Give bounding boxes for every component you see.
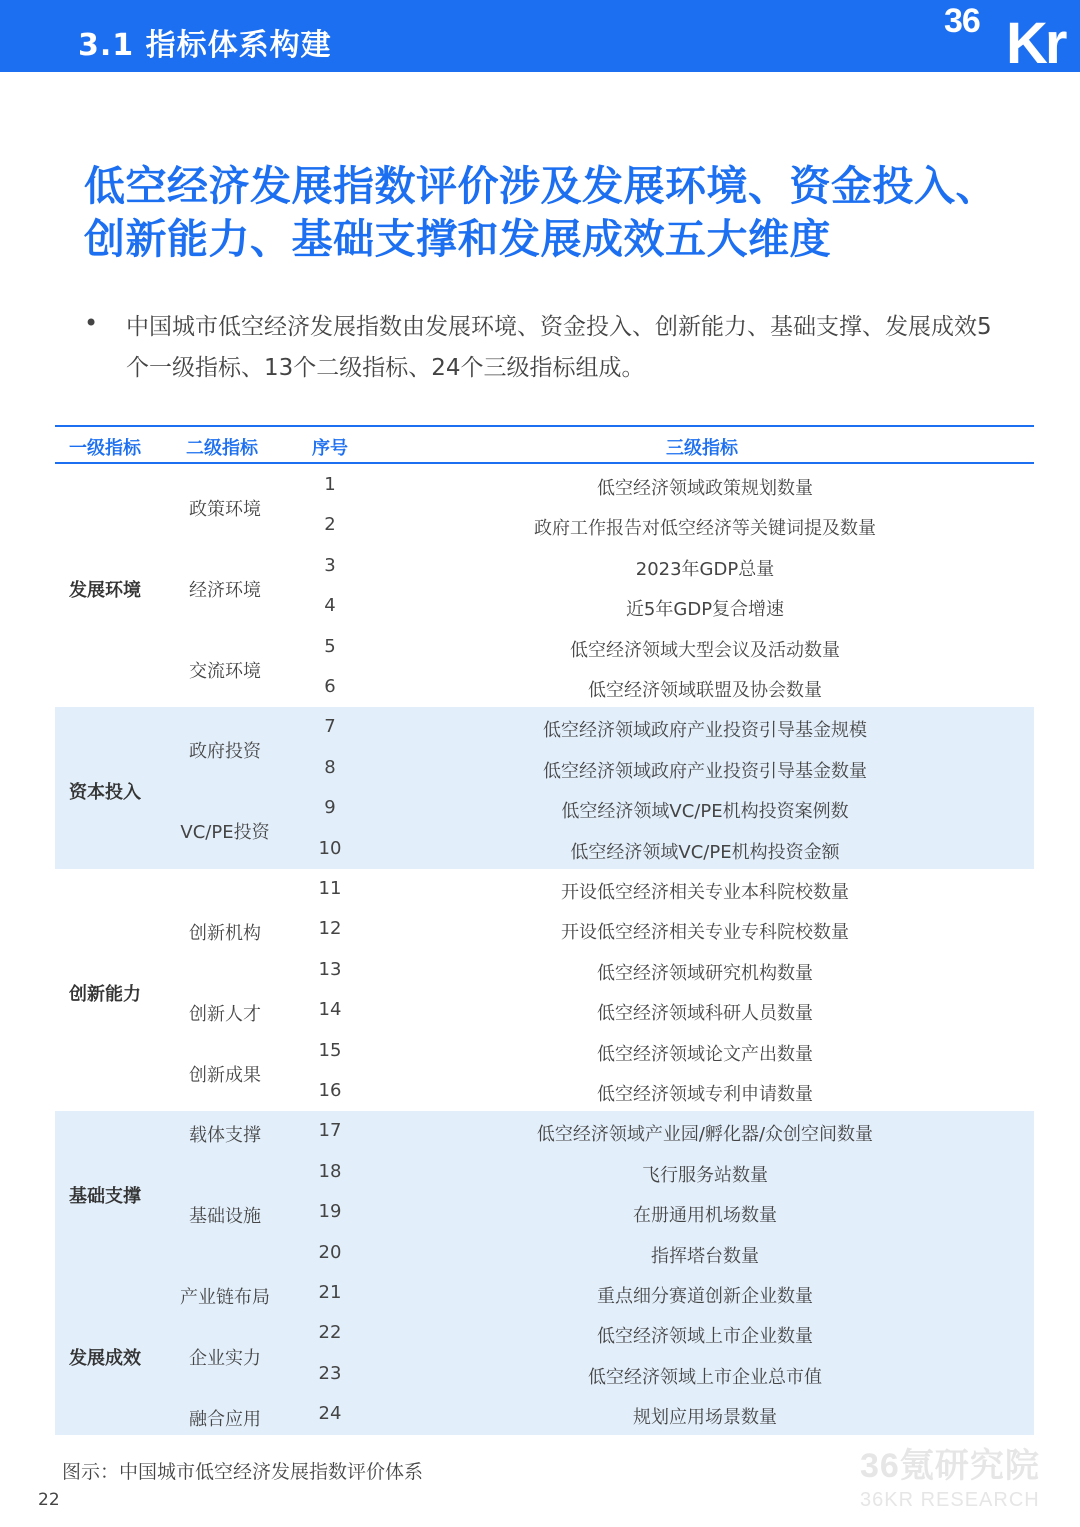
level3-indicator: 低空经济领域政府产业投资引导基金数量 xyxy=(543,760,867,782)
level3-indicator: 规划应用场景数量 xyxy=(633,1407,777,1429)
row-number: 14 xyxy=(318,999,342,1021)
level3-indicator: 低空经济领域政策规划数量 xyxy=(597,478,813,499)
row-number: 12 xyxy=(318,918,342,940)
table-row xyxy=(55,546,1034,586)
logo-36: 36 xyxy=(944,2,980,40)
table-row xyxy=(55,1394,1034,1434)
row-number: 10 xyxy=(318,837,342,859)
table-row xyxy=(55,1071,1034,1111)
level3-indicator: 2023年GDP总量 xyxy=(635,558,775,580)
col-header-level1: 一级指标 xyxy=(69,438,141,459)
level3-indicator: 重点细分赛道创新企业数量 xyxy=(597,1286,813,1307)
row-number: 20 xyxy=(318,1241,342,1263)
section-title: 3.1 指标体系构建 xyxy=(78,28,332,63)
level3-indicator: 开设低空经济相关专业专科院校数量 xyxy=(561,922,849,944)
watermark-line2: 36KR RESEARCH xyxy=(860,1489,1040,1511)
table-row xyxy=(55,829,1034,869)
level1-label: 创新能力 xyxy=(69,984,141,1005)
level3-indicator: 开设低空经济相关专业本科院校数量 xyxy=(561,882,849,903)
table-row xyxy=(55,465,1034,505)
row-number: 23 xyxy=(318,1362,342,1384)
level3-indicator: 低空经济领域论文产出数量 xyxy=(597,1043,813,1065)
row-number: 22 xyxy=(318,1322,342,1344)
row-number: 16 xyxy=(318,1080,342,1101)
level3-indicator: 低空经济领域产业园/孵化器/众创空间数量 xyxy=(536,1124,874,1146)
table-row xyxy=(55,1273,1034,1313)
table-row xyxy=(55,1233,1034,1273)
row-number: 11 xyxy=(318,878,342,899)
table-row xyxy=(55,505,1034,545)
level3-indicator: 低空经济领域研究机构数量 xyxy=(597,962,813,984)
row-number: 1 xyxy=(324,474,336,495)
col-header-level2: 二级指标 xyxy=(186,438,258,459)
row-number: 17 xyxy=(318,1120,342,1142)
36kr-logo xyxy=(944,0,1080,76)
level1-label: 发展成效 xyxy=(69,1348,141,1369)
indicator-table xyxy=(55,425,1034,1435)
table-row xyxy=(55,1313,1034,1353)
row-number: 3 xyxy=(324,554,336,576)
table-row xyxy=(55,586,1034,626)
level2-label: 企业实力 xyxy=(189,1348,261,1369)
level3-indicator: 指挥塔台数量 xyxy=(651,1245,759,1267)
level3-indicator: 在册通用机场数量 xyxy=(633,1205,777,1227)
row-number: 8 xyxy=(324,756,336,778)
level3-indicator: 低空经济领域联盟及协会数量 xyxy=(588,680,822,701)
row-number: 18 xyxy=(318,1160,342,1182)
level3-indicator: 低空经济领域专利申请数量 xyxy=(597,1084,813,1105)
table-header xyxy=(55,427,1034,464)
table-row xyxy=(55,1192,1034,1232)
table-row xyxy=(55,869,1034,909)
level2-label: 创新成果 xyxy=(189,1065,261,1086)
col-header-number: 序号 xyxy=(312,438,348,459)
table-row xyxy=(55,788,1034,828)
table-row xyxy=(55,627,1034,667)
level2-label: 载体支撑 xyxy=(189,1125,261,1146)
level1-label: 发展环境 xyxy=(69,580,141,601)
row-number: 13 xyxy=(318,958,342,980)
logo-kr: Kr xyxy=(1006,11,1065,76)
level3-indicator: 低空经济领域大型会议及活动数量 xyxy=(570,639,840,661)
level1-label: 基础支撑 xyxy=(69,1186,141,1207)
level3-indicator: 飞行服务站数量 xyxy=(642,1164,768,1186)
table-row xyxy=(55,1031,1034,1071)
row-number: 9 xyxy=(324,797,336,819)
table-row xyxy=(55,950,1034,990)
row-number: 6 xyxy=(324,676,336,697)
row-number: 21 xyxy=(318,1282,342,1303)
level3-indicator: 低空经济领域VC/PE机构投资金额 xyxy=(570,841,840,863)
row-number: 4 xyxy=(324,595,336,617)
watermark xyxy=(860,1438,1060,1512)
row-number: 19 xyxy=(318,1201,342,1223)
level2-label: 基础设施 xyxy=(189,1206,261,1227)
level2-label: 交流环境 xyxy=(189,661,261,682)
level2-label: 政府投资 xyxy=(189,741,261,762)
level3-indicator: 低空经济领域上市企业数量 xyxy=(597,1326,813,1348)
level2-label: 政策环境 xyxy=(189,499,261,520)
table-row xyxy=(55,1111,1034,1151)
figure-caption: 图示：中国城市低空经济发展指数评价体系 xyxy=(62,1461,424,1483)
table-row xyxy=(55,1354,1034,1394)
level3-indicator: 低空经济领域上市企业总市值 xyxy=(588,1366,822,1388)
table-row xyxy=(55,909,1034,949)
level3-indicator: 低空经济领域政府产业投资引导基金规模 xyxy=(543,720,867,742)
level2-label: VC/PE投资 xyxy=(180,822,270,843)
level3-indicator: 低空经济领域科研人员数量 xyxy=(597,1003,813,1025)
level2-label: 创新机构 xyxy=(189,923,261,944)
level2-label: 产业链布局 xyxy=(180,1287,270,1308)
table-row xyxy=(55,748,1034,788)
bullet-text: 中国城市低空经济发展指数由发展环境、资金投入、创新能力、基础支撑、发展成效5个一级指标、13个二级指标、24个三级指标组成。 xyxy=(126,314,992,381)
table-row xyxy=(55,707,1034,747)
level3-indicator: 政府工作报告对低空经济等关键词提及数量 xyxy=(534,518,876,540)
level2-label: 创新人才 xyxy=(189,1004,261,1025)
row-number: 5 xyxy=(324,635,336,657)
watermark-line1: 36氪研究院 xyxy=(860,1447,1040,1485)
row-number: 24 xyxy=(318,1403,342,1425)
bullet-dot: • xyxy=(84,309,99,337)
headline: 低空经济发展指数评价涉及发展环境、资金投入、创新能力、基础支撑和发展成效五大维度 xyxy=(84,162,997,263)
level3-indicator: 低空经济领域VC/PE机构投资案例数 xyxy=(561,801,849,823)
table-row xyxy=(55,667,1034,707)
row-number: 15 xyxy=(318,1039,342,1061)
row-number: 7 xyxy=(324,716,336,738)
table-row xyxy=(55,990,1034,1030)
col-header-level3: 三级指标 xyxy=(666,438,738,459)
level2-label: 经济环境 xyxy=(189,580,261,601)
level2-label: 融合应用 xyxy=(189,1409,261,1430)
level1-label: 资本投入 xyxy=(69,782,141,803)
table-row xyxy=(55,1152,1034,1192)
page-number: 22 xyxy=(38,1490,60,1510)
level3-indicator: 近5年GDP复合增速 xyxy=(625,599,785,621)
header-bar xyxy=(0,0,1080,76)
row-number: 2 xyxy=(324,514,336,536)
